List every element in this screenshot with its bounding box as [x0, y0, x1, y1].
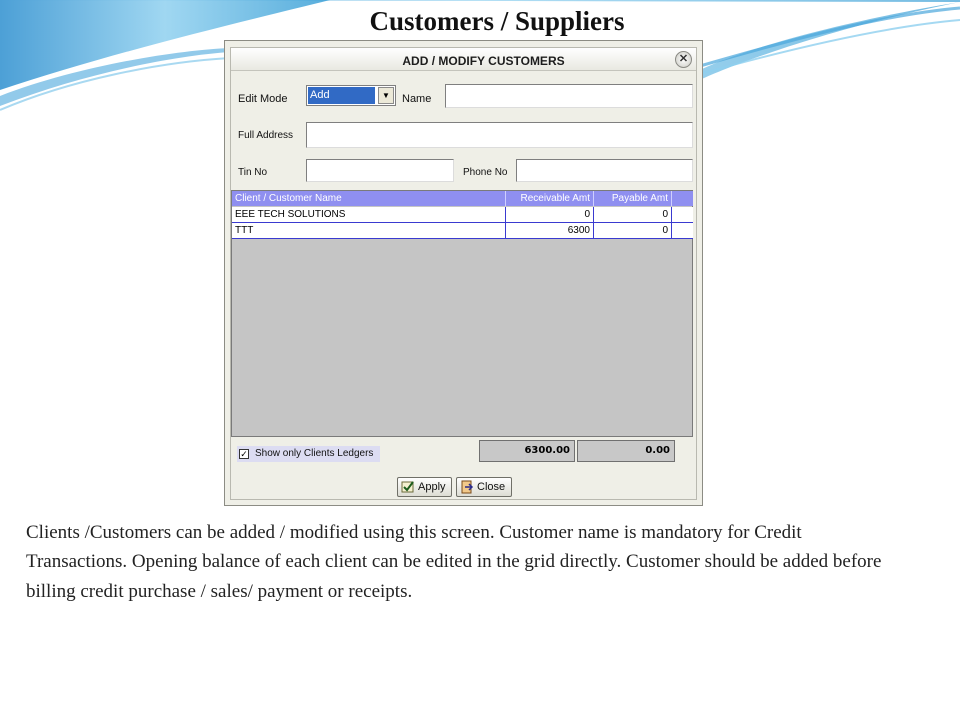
full-address-input[interactable]	[306, 122, 693, 148]
full-address-label: Full Address	[238, 130, 294, 141]
table-row-1-name[interactable]: EEE TECH SOLUTIONS	[232, 207, 506, 223]
window-title: ADD / MODIFY CUSTOMERS	[402, 54, 565, 68]
column-header-client-name[interactable]: Client / Customer Name	[232, 191, 506, 206]
column-header-receivable[interactable]: Receivable Amt	[506, 191, 594, 206]
dropdown-arrow-icon[interactable]: ▼	[378, 87, 394, 104]
slide-title: Customers / Suppliers	[369, 6, 625, 36]
apply-check-icon	[401, 480, 415, 494]
column-header-payable[interactable]: Payable Amt	[594, 191, 672, 206]
tin-no-input[interactable]	[306, 159, 454, 182]
window-frame	[230, 47, 697, 500]
phone-no-input[interactable]	[516, 159, 693, 182]
table-row-1-receivable[interactable]: 0	[506, 207, 594, 223]
table-row-1-filler	[672, 207, 693, 223]
apply-button-label: Apply	[418, 481, 446, 493]
close-x-icon[interactable]: ✕	[675, 51, 692, 68]
total-payable: 0.00	[577, 440, 675, 462]
edit-mode-combo[interactable]	[306, 85, 396, 106]
table-row-2-payable[interactable]: 0	[594, 223, 672, 239]
show-only-clients-option[interactable]	[237, 446, 380, 462]
tin-no-label: Tin No	[238, 167, 268, 178]
phone-no-label: Phone No	[463, 167, 508, 178]
close-button-label: Close	[477, 481, 506, 493]
window-titlebar	[231, 48, 696, 71]
show-only-clients-label: Show only Clients Ledgers	[255, 448, 374, 459]
apply-button[interactable]	[397, 477, 452, 497]
edit-mode-label: Edit Mode	[238, 93, 288, 105]
table-row-2-receivable[interactable]: 6300	[506, 223, 594, 239]
table-row-2-name[interactable]: TTT	[232, 223, 506, 239]
close-button[interactable]	[456, 477, 512, 497]
column-header-filler	[672, 191, 693, 206]
name-label: Name	[402, 93, 432, 105]
add-modify-customers-window	[224, 40, 703, 506]
show-only-clients-checkbox[interactable]: ✓	[240, 449, 248, 459]
table-row-1-payable[interactable]: 0	[594, 207, 672, 223]
name-input[interactable]	[445, 84, 693, 108]
edit-mode-value: Add	[308, 87, 375, 104]
total-receivable: 6300.00	[479, 440, 575, 462]
close-door-icon	[460, 480, 474, 494]
slide-description: Clients /Customers can be added / modified using this screen. Customer name is mandatory for Credit Transactions. Opening balance of each client can be edited in the grid directly. Customer should be added before billing credit purchase / sales/ payment or receipts.	[26, 522, 882, 602]
customers-grid[interactable]	[231, 190, 693, 437]
table-row-2-filler	[672, 223, 693, 239]
